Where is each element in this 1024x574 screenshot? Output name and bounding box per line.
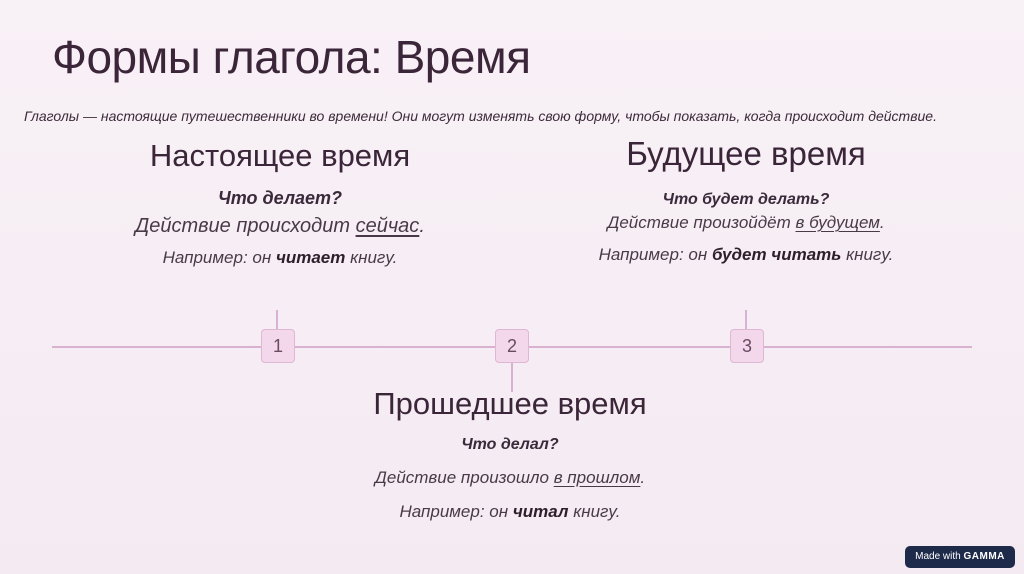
present-example-text: Например: он	[162, 248, 276, 267]
timeline-marker-1[interactable]: 1	[261, 329, 295, 363]
future-description	[560, 213, 932, 233]
present-example	[110, 248, 450, 268]
future-example-end: книгу.	[841, 245, 894, 264]
past-example-text: Например: он	[399, 502, 513, 521]
present-desc-end: .	[419, 215, 425, 237]
past-tense-block	[340, 386, 680, 522]
past-desc-link[interactable]: в прошлом	[553, 468, 641, 487]
future-question: Что будет делать?	[662, 191, 830, 208]
past-desc-text: Действие произошло	[374, 468, 554, 487]
timeline-tick-1	[276, 310, 278, 330]
timeline-marker-3[interactable]: 3	[730, 329, 764, 363]
future-heading: Будущее время	[626, 135, 866, 172]
page-subtitle: Глаголы — настоящие путешественники во времени! Они могут изменять свою форму, чтобы показать, когда происходит действие.	[24, 108, 937, 124]
present-desc-text: Действие происходит	[135, 215, 356, 237]
present-question: Что делает?	[217, 188, 343, 208]
present-heading: Настоящее время	[149, 138, 411, 173]
future-example	[560, 245, 932, 265]
timeline-tick-3	[745, 310, 747, 330]
past-example-verb: читал	[512, 502, 569, 521]
page-title: Формы глагола: Время	[52, 31, 531, 83]
past-description	[340, 468, 680, 488]
badge-prefix: Made with	[915, 551, 961, 562]
present-example-end: книгу.	[345, 248, 398, 267]
past-example-end: книгу.	[568, 502, 621, 521]
past-example	[340, 502, 680, 522]
future-tense-block	[560, 135, 932, 265]
present-description	[110, 215, 450, 238]
past-heading: Прошедшее время	[373, 386, 647, 421]
past-desc-end: .	[640, 468, 646, 487]
present-tense-block	[110, 138, 450, 268]
future-example-text: Например: он	[598, 245, 712, 264]
timeline-marker-2[interactable]: 2	[495, 329, 529, 363]
made-with-gamma-badge[interactable]	[905, 546, 1015, 568]
present-example-verb: читает	[275, 248, 346, 267]
past-question: Что делал?	[461, 436, 559, 453]
future-desc-link[interactable]: в будущем	[795, 213, 880, 232]
future-example-verb: будет читать	[711, 245, 842, 264]
gamma-logo: GAMMA	[963, 551, 1005, 562]
future-desc-end: .	[879, 213, 885, 232]
future-desc-text: Действие произойдёт	[607, 213, 796, 232]
present-desc-link[interactable]: сейчас	[355, 215, 420, 237]
